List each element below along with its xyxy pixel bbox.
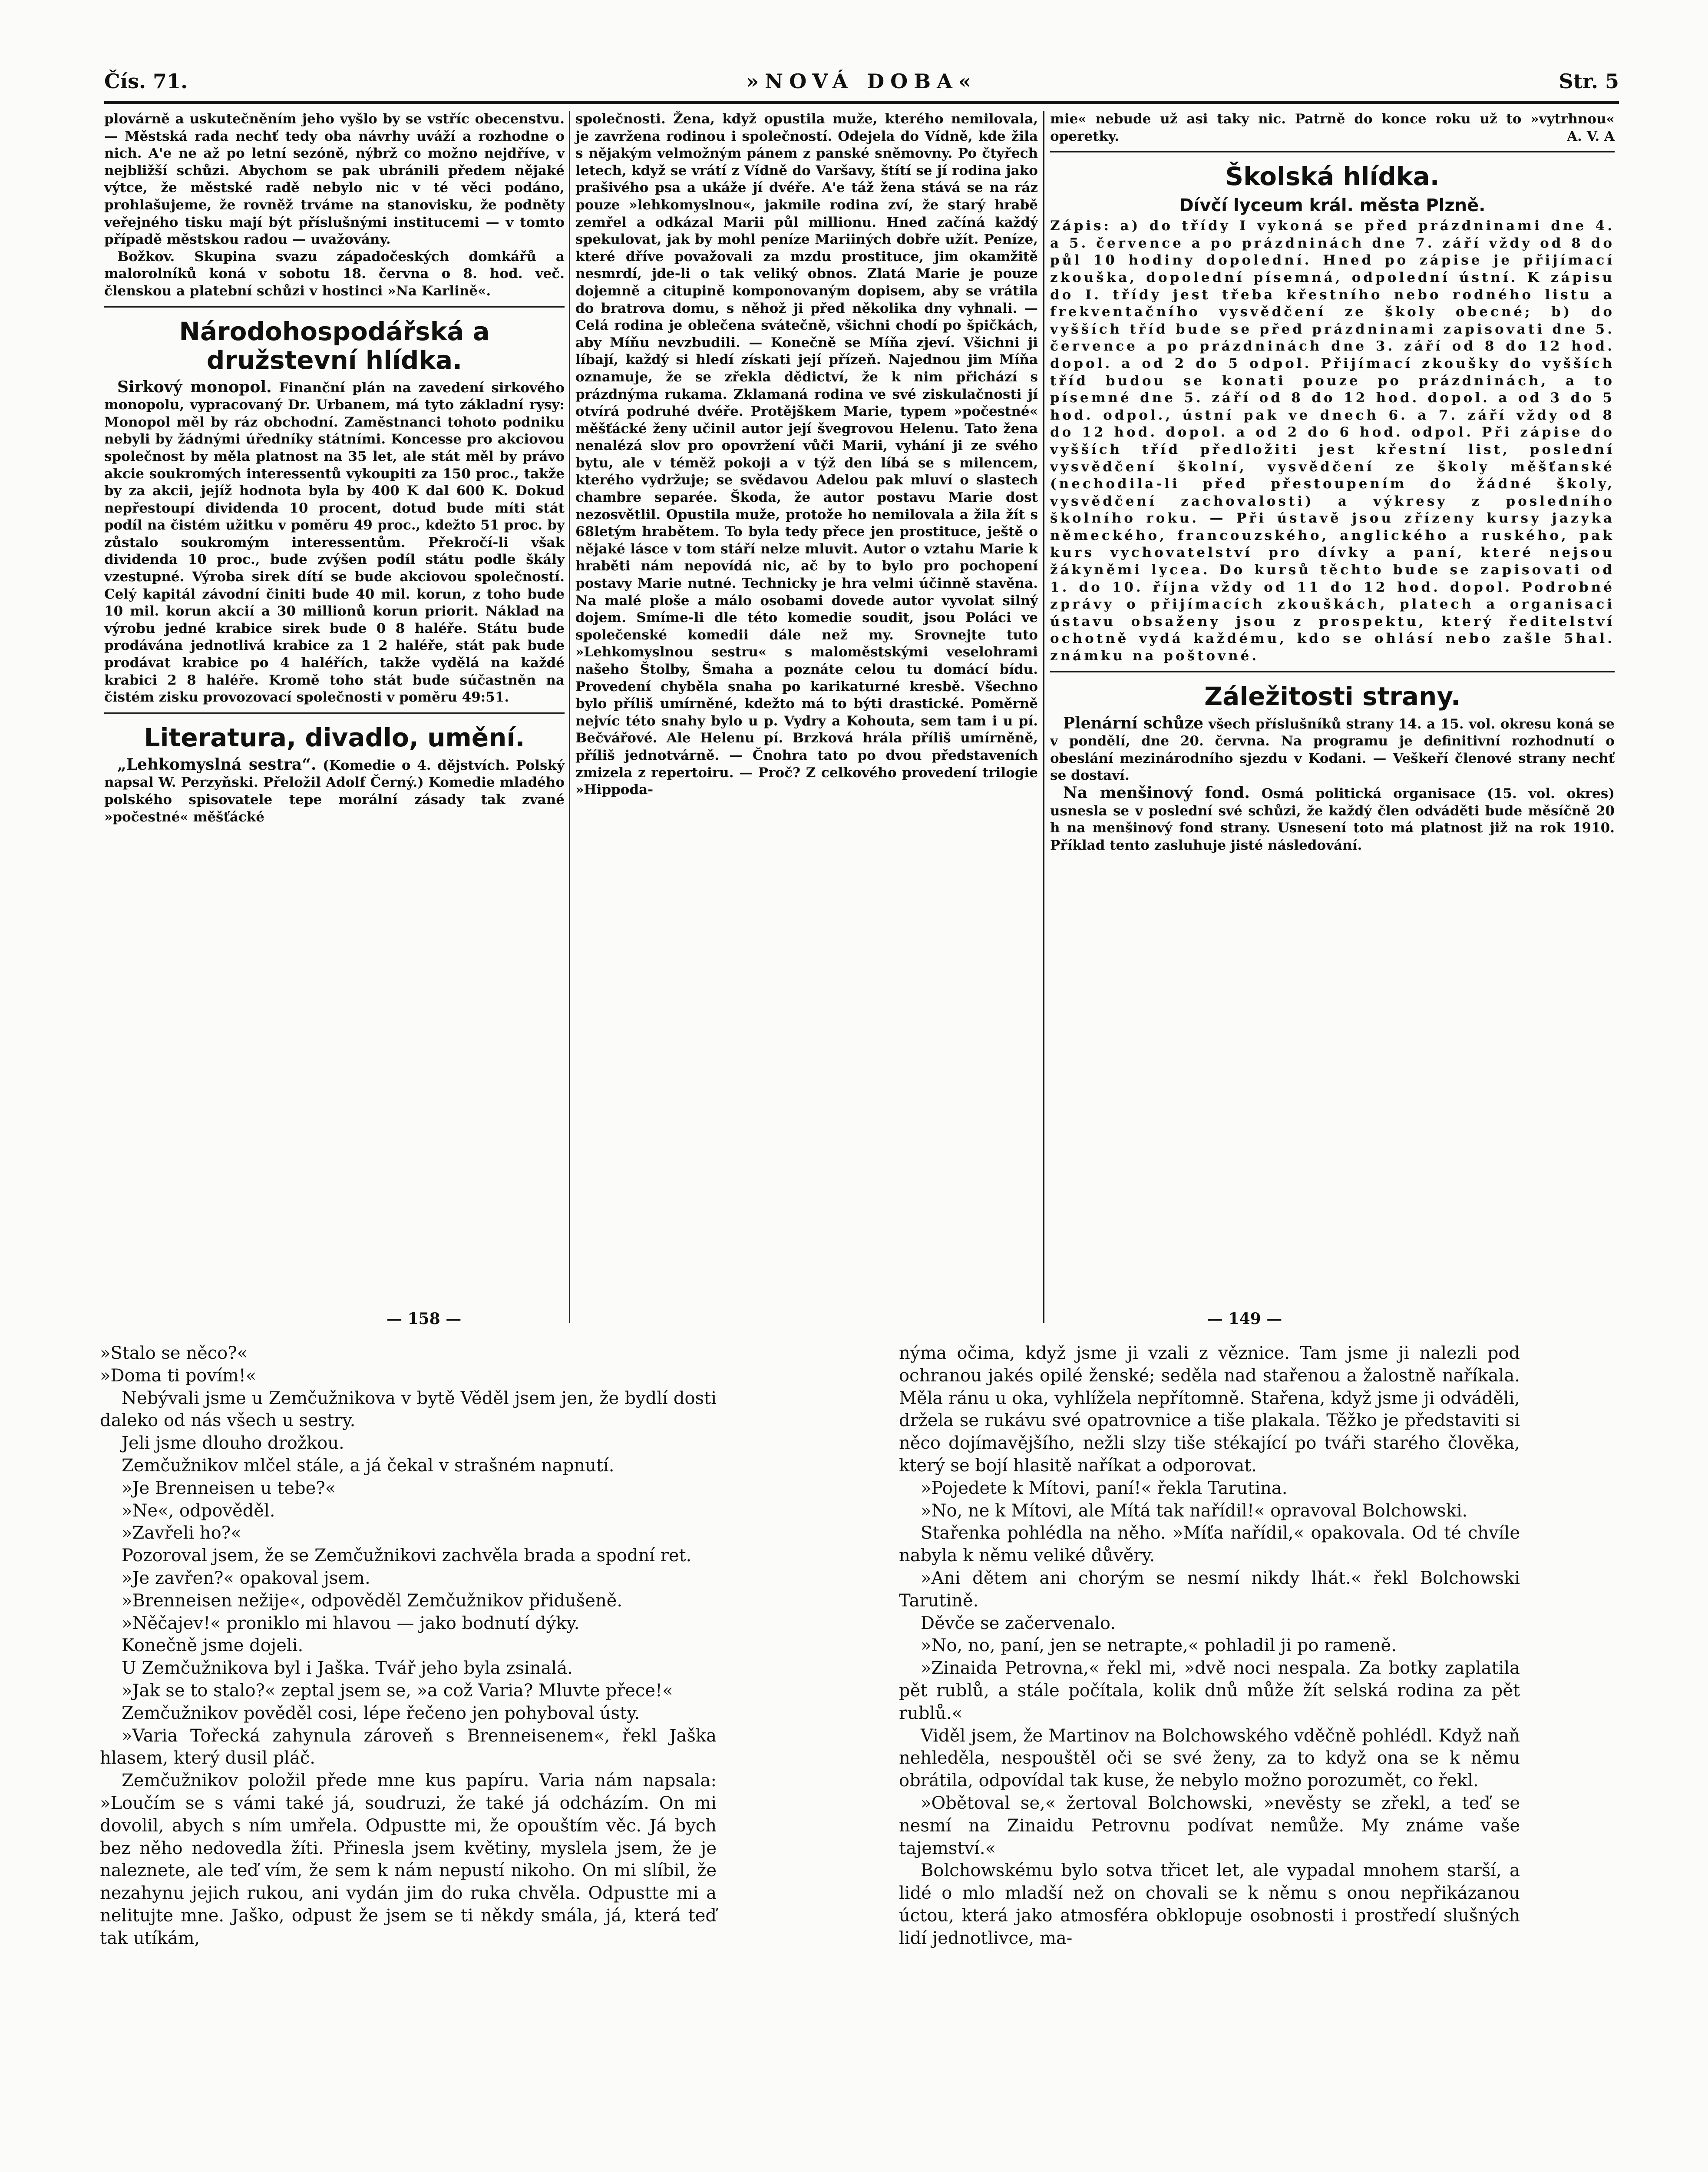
article-paragraph: Božkov. Skupina svazu západočeských domkářů a malorolníků koná v sobotu 18. června o 8. hod. več. členskou a platební schůzi v hostinci »Na Karlině«. [104,248,565,299]
novel-paragraph: Děvče se začervenalo. [921,1613,1116,1633]
novel-paragraph: »Stalo se něco?« [100,1343,248,1363]
novel-paragraph: Zemčužnikov položil přede mne kus papíru. Varia nám napsala: »Loučím se s vámi také já, soudruzi, že také já odcházím. On mi dovolil, abych s ním umřela. Odpustte mi, že opouštím věc. Já bych bez něho nedovedla žíti. Přinesla jsem květiny, myslela jsem, že je naleznete, ale teď vím, že sem k nám nepustí nikoho. On mi slíbil, že nezahynu jejich rukou, ani vydán jim do ruka chvěla. Odpustte mi a nelitujte mne. Jaško, odpust že jsem se ti někdy smála, já, která teď tak utíkám, [100,1771,717,1948]
novel-paragraph: Zemčužnikov pověděl cosi, lépe řečeno jen pohyboval ústy. [122,1703,640,1723]
page-number: Str. 5 [1559,70,1619,93]
novel-paragraph: »Jak se to stalo?« zeptal jsem se, »a což Varia? Mluvte přece!« [122,1680,673,1701]
novel-paragraph: »No, no, paní, jen se netrapte,« pohladil ji po rameně. [921,1636,1397,1656]
article-subheading: „Lehkomyslná sestra“. [117,755,317,774]
section-rule [104,712,565,714]
section-heading: Školská hlídka. [1225,162,1440,192]
folio-right: — 149 — [1207,1310,1282,1328]
article-paragraph: všech příslušníků strany 14. a 15. vol. okresu koná se v pondělí, dne 20. června. Na programu je definitivní rozhodnutí o obeslání mezinárodního sjezdu v Kodani. — Veškeří členové strany nechť se dostaví. [1050,716,1615,784]
novel-excerpt-right [899,1342,1520,1950]
column-divider [569,111,570,1323]
novel-paragraph: Zemčužnikov mlčel stále, a já čekal v strašném napnutí. [122,1455,614,1476]
folio-left: — 158 — [387,1310,462,1328]
novel-paragraph: »Obětoval se,« žertoval Bolchowski, »nevěsty se zřekl, a teď se nesmí na Zinaidu Petrovnu podívat nemůže. My známe vaše tajemství.« [899,1793,1520,1858]
section-heading: Národohospodářská a družstevní hlídka. [179,316,490,375]
novel-paragraph: »Brenneisen nežije«, odpověděl Zemčužnikov přidušeně. [122,1590,623,1611]
article-paragraph: Zápis: a) do třídy I vykoná se před prázdninami dne 4. a 5. července a po prázdninách dne 7. září vždy od 8 do půl 10 hodiny dopolední. Hned po zápise je přijímací zkouška, dopolední písemná, odpolední ústní. K zápisu do I. třídy jest třeba křestního nebo rodného listu a frekventačního vysvědčení ze školy obecné; b) do vyšších tříd bude se před prázdninami zapisovati dne 5. července a po prázdninách dne 3. září od 8 do 12 hod. dopol. a od 2 do 5 odpol. Přijímací zkoušky do vyšších tříd budou se konati pouze po prázdninách, a to písemné dne 5. září od 8 do 12 hod. dopol. a od 3 do 5 hod. odpol., ústní pak ve dnech 6. a 7. září vždy od 8 do 12 hod. dopol. a od 2 do 6 hod. odpol. Při zápise do vyšších tříd předložiti jest křestní list, poslední vysvědčení školní, vysvědčení ze školy měšťanské (nechodila-li před přestoupením do žádné školy, vysvědčení zachovalosti) a výkresy z posledního školního roku. — Při ústavě jsou zřízeny kursy jazyka německého, francouzského, anglického a ruského, pak kurs vychovatelství pro dívky a paní, které nejsou žákyněmi lycea. Do kursů těchto bude se zapisovati od 1. do 10. října vždy od 11 do 12 hod. dopol. Podrobné zprávy o přijímacích zkouškách, platech a organisaci ústavu obsaženy jsou z prospektu, který ředitelství ochotně vydá každému, kdo se ohlásí nebo zašle 5hal. známku na poštovné. [1050,218,1615,664]
author-signature: A. V. A [1567,128,1615,144]
novel-paragraph: U Zemčužnikova byl i Jaška. Tvář jeho byla zsinalá. [122,1658,573,1679]
article-paragraph: společnosti. Žena, když opustila muže, kterého nemilovala, je zavržena rodinou i společností. Odejela do Vídně, kde žila s nějakým velmožným pánem z panské sněmovny. Po čtyřech letech, když se vrátí z Vídně do Varšavy, štítí se jí rodina jako prašivého psa a ukáže jí dvéře. A'e táž žena stává se na ráz pouze »lehkomyslnou«, jakmile rodina zví, že starý hrabě zemřel a odkázal Marii půl millionu. Hned začíná každý spekulovat, jak by mohl peníze Mariiných dobře užít. Peníze, které dříve považovali za mzdu prostituce, jim okamžitě nesmrdí, jde-li o tak veliký obnos. Zlatá Marie je pouze dojemně a citupině komponovaným dopisem, aby se vrátila do bratrova domu, s něhož ji před několika dny vyhnali. — Celá rodina je oblečena svátečně, všichni chodí po špičkách, aby Míňu nevzbudili. — Konečně se Míňa zjeví. Všichni ji líbají, každý si hledí získati její přízeň. Najednou jim Míňa oznamuje, že se zřekla dědictví, že k nim přichází s prázdnýma rukama. Zklamaná rodina ve své ziskulačnosti jí otvírá podruhé dvéře. Protějškem Marie, typem »počestné« měšťácké ženy učinil autor její švegrovou Helenu. Tato žena nenalézá slov pro opovržení vůči Marii, vyhání ji ze svého bytu, ale v téměž pokoji a v týž den líbá se s milencem, kterého vydržuje; se svědavou Adelou pak mluví o slastech chambre separée. Škoda, že autor postavu Marie dost nezosvětlil. Opustila muže, protože ho nemilovala a žila žít s 68letým hrabětem. To byla tedy přece jen prostituce, ještě o nějaké lásce v tom stáří nelze mluvit. Autor o vztahu Marie k hraběti nám nepovídá nic, ač by to bylo pro pochopení postavy Marie nutné. Technicky je hra velmi účinně stavěna. Na malé ploše a málo osobami dovede autor vyvolat silný dojem. Smíme-li dle této komedie soudit, jsou Poláci ve společenské komedii dále než my. Srovnejte tuto »Lehkomyslnou sestru« s maloměstskými veselohrami našeho Štolby, Šmaha a poznáte celou tu domácí bídu. Provedení chyběla snaha po karikaturné kresbě. Všechno bylo příliš umírněné, kdežto má to býti drastické. Poměrně nejvíc této snahy bylo u p. Vydry a Kohouta, sem tam i u pí. Bečvářové. Ale Helenu pí. Brzková hrála příliš umírněně, příliš jednotvárně. — Čnohra tato po dvou představeních zmizela z repertoiru. — Proč? Z celkového provedení trilogie »Hippoda- [575,111,1038,798]
article-paragraph: mie« nebude už asi taky nic. Patrně do konce roku už to »vytrhnou« operetky. [1050,111,1615,144]
article-paragraph: Osmá politická organisace (15. vol. okres) usnesla se v poslední své schůzi, že každý člen odváděti bude měsíčně 20 h na menšinový fond strany. Usnesení toto má platnost již na rok 1910. Příklad tento zasluhuje jisté následování. [1050,786,1615,853]
novel-paragraph: »No, ne k Mítovi, ale Mítá tak nařídil!« opravoval Bolchowski. [921,1500,1468,1521]
column-2 [575,111,1038,799]
novel-paragraph: »Něčajev!« proniklo mi hlavou — jako bodnutí dýky. [122,1613,580,1633]
novel-paragraph: Stařenka pohlédla na něho. »Míťa nařídil,« opakovala. Od té chvíle nabyla k němu veliké důvěry. [899,1523,1520,1566]
section-rule [104,306,565,308]
article-paragraph: (Komedie o 4. dějstvích. Polský napsal W. Perzyňski. Přeložil Adolf Černý.) Komedie mladého polského spisovatele tepe morální zásady tak zvané »počestné« měšťácké [104,757,565,825]
novel-paragraph: »Ani dětem ani chorým se nesmí nikdy lhát.« řekl Bolchowski Tarutině. [899,1568,1520,1611]
novel-paragraph: »Zavřeli ho?« [122,1523,241,1543]
novel-paragraph: »Pojedete k Mítovi, paní!« řekla Tarutina. [921,1478,1288,1498]
novel-paragraph: »Zinaida Petrovna,« řekl mi, »dvě noci nespala. Za botky zaplatila pět rublů, a stále počítala, kolik dnů může žít selská rodina za pět rublů.« [899,1658,1520,1723]
article-subheading: Sirkový monopol. [117,377,272,396]
novel-paragraph: Jeli jsme dlouho drožkou. [122,1433,344,1454]
novel-paragraph: Viděl jsem, že Martinov na Bolchowského vděčně pohlédl. Když naň nehleděla, nespouštěl oči se své ženy, za to když ona se k němu obrátila, odpovídal tak kuse, že nebylo možno porozumět, co řekl. [899,1725,1520,1791]
novel-paragraph: »Je zavřen?« opakoval jsem. [122,1568,370,1588]
novel-paragraph: Pozoroval jsem, že se Zemčužnikovi zachvěla brada a spodní ret. [122,1546,692,1566]
article-paragraph: Finanční plán na zavedení sirkového monopolu, vypracovaný Dr. Urbanem, má tyto základní rysy: Monopol měl by ráz obchodní. Zaměstnanci tohoto podniku nebyli by žádnými úředníky státními. Koncesse pro akciovou společnost by měla platnost na 35 let, ale stát měl by právo akcie soukromých interessentů vykoupiti za 150 proc., takže by za akcii, jejíž hodnota byla by 400 K dal 600 K. Dokud nepřestoupí dividenda 10 procent, dotud bude míti stát podíl na čistém užitku v poměru 49 proc., kdežto 51 proc. by zůstalo soukromým interessentům. Překročí-li však dividenda 10 proc., bude zvýšen podíl státu podle škály vzestupné. Výroba sirek dítí se bude akciovou společností. Celý kapitál závodní činiti bude 40 mil. korun, z toho bude 10 mil. korun akcií a 30 millionů korun priorit. Náklad na výrobu jedné krabice sirek bude 0 8 haléře. Státu bude prodávána jednotlivá krabice za 1 2 haléře, stát pak bude prodávat krabice po 4 haléřích, takže vydělá na každé krabici 2 8 haléře. Kromě toho stát bude súčastněn na čistém zisku provozovací společnosti v poměru 49:51. [104,380,565,705]
page-header [104,65,1619,100]
novel-paragraph: nýma očima, když jsme ji vzali z věznice. Tam jsme ji nalezli pod ochranou jakés opilé ženské; seděla nad stařenou a žalostně naříkala. Měla ránu u oka, vyhlížela nepřítomně. Stařena, když jsme ji odváděli, držela se rukávu své opatrovnice a tiše plakala. Těžko je představiti si něco dojímavějšího, nežli slzy tiše stékající po tváři starého člověka, který se bojí hlasitě naříkat a odporovat. [899,1343,1520,1476]
section-heading: Literatura, divadlo, umění. [144,722,525,752]
column-3 [1050,111,1615,854]
issue-number: Čís. 71. [104,70,188,93]
column-divider [1043,111,1044,1323]
column-1 [104,111,565,826]
novel-paragraph: »Ne«, odpověděl. [122,1500,275,1521]
section-rule [1050,151,1615,152]
novel-paragraph: »Je Brenneisen u tebe?« [122,1478,336,1498]
section-heading: Záležitosti strany. [1204,681,1460,711]
article-subheading: Plenární schůze [1063,714,1204,732]
article-subheading: Na menšinový fond. [1063,784,1250,802]
article-paragraph: plovárně a uskutečněním jeho vyšlo by se vstříc obecenstvu. — Městská rada nechť tedy oba návrhy uváží a rozhodne o nich. A'e ne až po letní sezóně, nýbrž co možno nejdříve, v nejbližší schůzi. Abychom se pak ubránili předem nějaké výtce, že městské radě nebylo nic v té věci podáno, prohlašujeme, že rovněž trváme na stanovisku, že podněty veřejného tisku mají být příslušnými institucemi — v tomto případě městskou radou — uvažovány. [104,111,565,248]
novel-excerpt-left [100,1342,717,1950]
novel-paragraph: Bolchowskému bylo sotva třicet let, ale vypadal mnohem starší, a lidé o mlo mladší než on chovali se k němu s onou nepřikázanou úctou, která jako atmosféra obklopuje osobnosti i prostředí slušných lidí jednotlivce, ma- [899,1861,1520,1948]
novel-paragraph: »Varia Tořecká zahynula zároveň s Brenneisenem«, řekl Jaška hlasem, který dusil pláč. [100,1725,717,1768]
novel-paragraph: Nebývali jsme u Zemčužnikova v bytě Věděl jsem jen, že bydlí dosti daleko od nás všech u sestry. [100,1388,717,1431]
novel-paragraph: Konečně jsme dojeli. [122,1636,304,1656]
section-rule [1050,671,1615,672]
header-rule [104,101,1619,104]
novel-paragraph: »Doma ti povím!« [100,1365,257,1386]
article-subheading: Dívčí lyceum král. města Plzně. [1179,195,1486,216]
masthead-title: »NOVÁ DOBA« [746,70,977,93]
